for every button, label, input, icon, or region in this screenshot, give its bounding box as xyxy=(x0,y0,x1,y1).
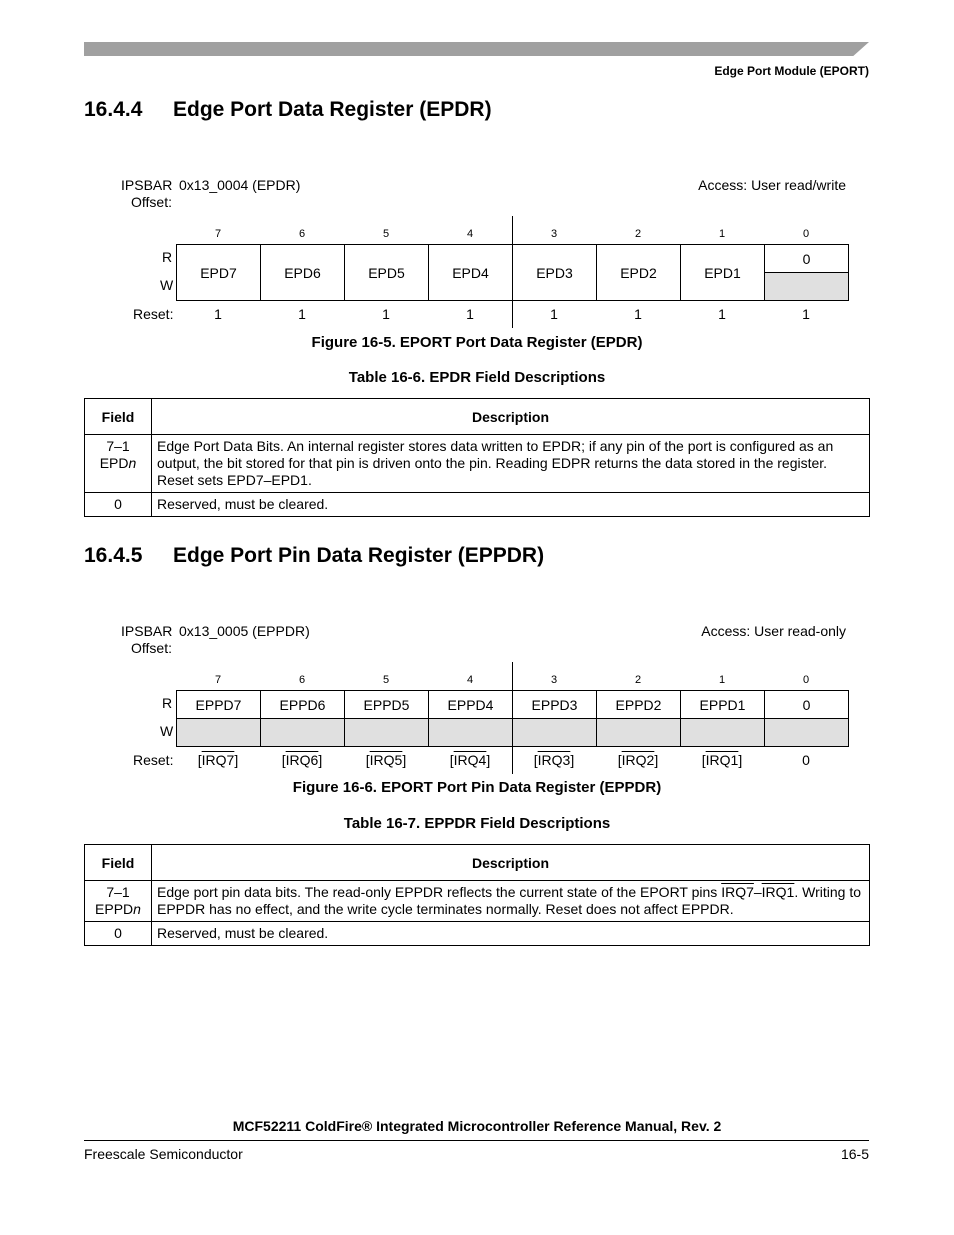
bit-number: 7 xyxy=(214,228,222,240)
irq-signal: IRQ2 xyxy=(621,752,655,768)
register-field: EPPD7 xyxy=(177,691,261,719)
reset-value: 1 xyxy=(802,306,810,322)
register-write-cell xyxy=(261,719,345,747)
section-title: Edge Port Pin Data Register (EPPDR) xyxy=(173,544,545,567)
reset-value: [IRQ4] xyxy=(449,752,491,768)
bit-number: 7 xyxy=(214,674,222,686)
offset-value: 0x13_0005 (EPPDR) xyxy=(179,623,310,639)
description-cell: Reserved, must be cleared. xyxy=(152,493,870,517)
footer-divider xyxy=(84,1140,869,1141)
epdr-register-diagram xyxy=(176,244,849,301)
irq-signal: IRQ4 xyxy=(453,752,487,768)
description-text: . Writing to EPPDR has no effect, and the write cycle terminates normally. Reset does not affect EPPDR. xyxy=(157,884,862,917)
description-cell: Reserved, must be cleared. xyxy=(152,922,870,946)
irq-signal: IRQ5 xyxy=(369,752,403,768)
bit-number: 1 xyxy=(718,228,726,240)
field-bits: 7–1 xyxy=(106,438,130,454)
section-title: Edge Port Data Register (EPDR) xyxy=(173,98,492,121)
register-field-bit0-write xyxy=(765,273,849,301)
company-name: Freescale Semiconductor xyxy=(84,1146,243,1162)
bit-number: 0 xyxy=(802,228,810,240)
reset-value: 1 xyxy=(298,306,306,322)
column-header-field: Field xyxy=(85,845,152,881)
field-name: EPPD xyxy=(95,901,134,917)
register-field: 0 xyxy=(765,691,849,719)
bit-number: 2 xyxy=(634,228,642,240)
register-field: EPPD5 xyxy=(345,691,429,719)
write-row-label: W xyxy=(160,723,174,739)
figure-caption: Figure 16-6. EPORT Port Pin Data Register (EPPDR) xyxy=(292,779,662,796)
table-row xyxy=(85,435,870,493)
reset-row xyxy=(176,752,848,768)
column-header-field: Field xyxy=(85,399,152,435)
bit-number: 6 xyxy=(298,674,306,686)
read-row-label: R xyxy=(162,695,173,711)
register-field: EPD5 xyxy=(345,245,429,301)
column-header-description: Description xyxy=(152,399,870,435)
bit-number: 4 xyxy=(466,674,474,686)
register-field: EPPD6 xyxy=(261,691,345,719)
irq-signal: IRQ6 xyxy=(285,752,319,768)
irq-signal: IRQ1 xyxy=(705,752,739,768)
register-write-cell xyxy=(345,719,429,747)
bit-number: 3 xyxy=(550,674,558,686)
reset-value: 0 xyxy=(802,752,810,768)
ipsbar-label: IPSBAR xyxy=(121,177,173,193)
reset-value: 1 xyxy=(634,306,642,322)
figure-caption: Figure 16-5. EPORT Port Data Register (EPDR) xyxy=(311,334,643,351)
access-text: Access: User read-only xyxy=(701,623,846,639)
field-cell: 0 xyxy=(85,922,152,946)
bit-number: 3 xyxy=(550,228,558,240)
description-cell xyxy=(152,881,870,922)
irq-signal: IRQ3 xyxy=(537,752,571,768)
ipsbar-label: IPSBAR xyxy=(121,623,173,639)
table-caption: Table 16-7. EPPDR Field Descriptions xyxy=(343,815,611,832)
bit-number: 0 xyxy=(802,674,810,686)
section-heading-epdr xyxy=(84,98,492,122)
reset-value: [IRQ1] xyxy=(701,752,743,768)
page-number: 16-5 xyxy=(840,1146,869,1162)
bit-number: 5 xyxy=(382,228,390,240)
reset-value: [IRQ3] xyxy=(533,752,575,768)
reset-value: [IRQ6] xyxy=(281,752,323,768)
register-field: EPD6 xyxy=(261,245,345,301)
register-write-cell xyxy=(681,719,765,747)
register-field-bit0-read: 0 xyxy=(765,245,849,273)
bit-number: 2 xyxy=(634,674,642,686)
bit-number: 6 xyxy=(298,228,306,240)
access-text: Access: User read/write xyxy=(698,177,846,193)
bit-number-row xyxy=(176,674,848,686)
register-write-cell xyxy=(513,719,597,747)
bit-number: 1 xyxy=(718,674,726,686)
offset-label: Offset: xyxy=(131,194,172,210)
reset-value: 1 xyxy=(214,306,222,322)
register-field: EPPD1 xyxy=(681,691,765,719)
reset-value: [IRQ5] xyxy=(365,752,407,768)
write-row-label: W xyxy=(160,277,174,293)
eppdr-register-diagram xyxy=(176,690,849,747)
section-heading-eppdr xyxy=(84,544,544,568)
reset-value: 1 xyxy=(550,306,558,322)
bit-number-row xyxy=(176,228,848,240)
register-write-cell xyxy=(177,719,261,747)
register-field: EPD7 xyxy=(177,245,261,301)
section-number: 16.4.5 xyxy=(84,544,143,567)
register-write-cell xyxy=(765,719,849,747)
column-header-description: Description xyxy=(152,845,870,881)
register-write-cell xyxy=(429,719,513,747)
reset-value: 1 xyxy=(466,306,474,322)
reset-value: 1 xyxy=(718,306,726,322)
read-row-label: R xyxy=(162,249,173,265)
table-row xyxy=(85,881,870,922)
running-header: Edge Port Module (EPORT) xyxy=(714,64,869,78)
field-cell: 0 xyxy=(85,493,152,517)
section-number: 16.4.4 xyxy=(84,98,143,121)
reset-value: 1 xyxy=(382,306,390,322)
description-cell: Edge Port Data Bits. An internal register stores data written to EPDR; if any pin of the port is configured as an output, the bit stored for that pin is driven onto the pin. Reading EDPR returns the data stored in the register. Reset sets EPD7–EPD1. xyxy=(152,435,870,493)
register-field: EPD1 xyxy=(681,245,765,301)
eppdr-field-table xyxy=(84,844,870,946)
irq-signal: IRQ1 xyxy=(761,884,795,900)
description-text: Edge port pin data bits. The read-only EPPDR reflects the current state of the EPORT pins xyxy=(157,884,722,900)
table-row xyxy=(85,922,870,946)
epdr-field-table xyxy=(84,398,870,517)
register-field: EPPD3 xyxy=(513,691,597,719)
field-name: EPD xyxy=(99,455,129,471)
register-field: EPD4 xyxy=(429,245,513,301)
field-cell xyxy=(85,435,152,493)
field-variable: n xyxy=(133,901,141,917)
reset-value: [IRQ2] xyxy=(617,752,659,768)
reset-value: [IRQ7] xyxy=(197,752,239,768)
table-row xyxy=(85,493,870,517)
bit-number: 5 xyxy=(382,674,390,686)
bit-number: 4 xyxy=(466,228,474,240)
irq-signal: IRQ7 xyxy=(201,752,235,768)
register-field: EPD3 xyxy=(513,245,597,301)
offset-value: 0x13_0004 (EPDR) xyxy=(179,177,301,193)
table-caption: Table 16-6. EPDR Field Descriptions xyxy=(348,369,606,386)
register-field: EPPD4 xyxy=(429,691,513,719)
header-bar xyxy=(84,42,869,56)
register-field: EPD2 xyxy=(597,245,681,301)
description-text: – xyxy=(753,884,762,900)
reset-row xyxy=(176,306,848,322)
register-write-cell xyxy=(597,719,681,747)
field-variable: n xyxy=(128,455,137,471)
irq-signal: IRQ7 xyxy=(721,884,754,900)
offset-label: Offset: xyxy=(131,640,172,656)
register-field: EPPD2 xyxy=(597,691,681,719)
reset-label: Reset: xyxy=(133,306,174,322)
field-bits: 7–1 xyxy=(106,884,130,900)
field-cell xyxy=(85,881,152,922)
manual-title: MCF52211 ColdFire® Integrated Microcontroller Reference Manual, Rev. 2 xyxy=(232,1118,722,1134)
reset-label: Reset: xyxy=(133,752,174,768)
